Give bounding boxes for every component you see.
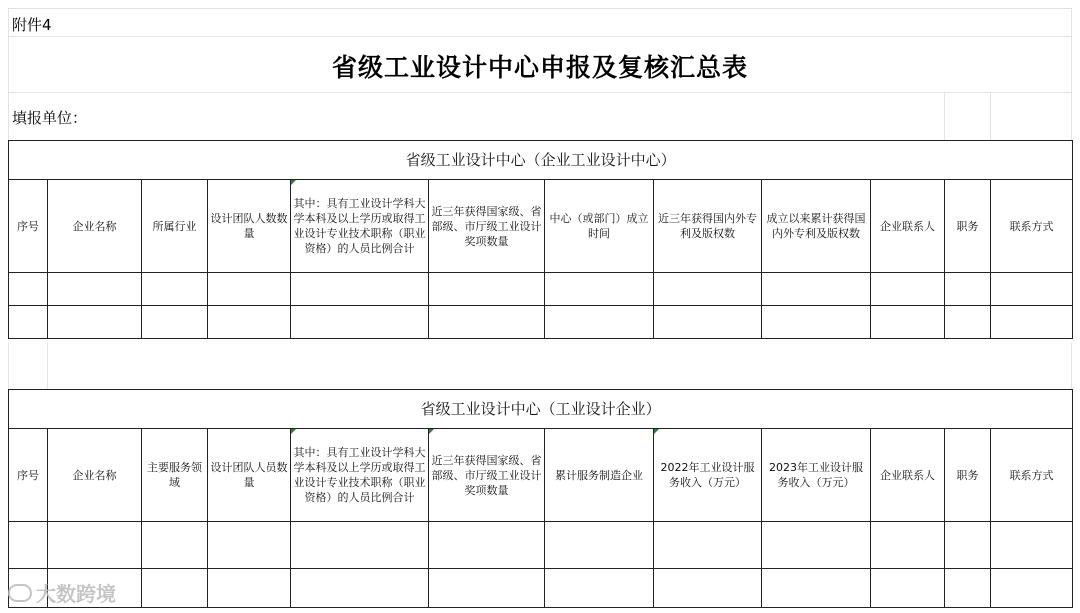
table-cell[interactable]: [945, 273, 991, 306]
table-row: [9, 306, 1073, 339]
column-header: 联系方式: [991, 180, 1073, 273]
table-cell[interactable]: [545, 569, 654, 608]
table-cell[interactable]: [9, 306, 48, 339]
table-cell[interactable]: [945, 569, 991, 608]
gridline: [1071, 343, 1072, 389]
document-title: 省级工业设计中心申报及复核汇总表: [331, 53, 748, 82]
table-cell[interactable]: [429, 569, 545, 608]
column-header: 近三年获得国家级、省部级、市厅级工业设计奖项数量: [429, 180, 545, 273]
column-header: [291, 180, 429, 273]
column-header: 中心（或部门）成立时间: [545, 180, 654, 273]
table-cell[interactable]: [48, 273, 142, 306]
column-header: [654, 429, 762, 522]
table-cell[interactable]: [142, 522, 208, 569]
table-cell[interactable]: [208, 569, 291, 608]
column-header-text: 其中：具有工业设计学科大学本科及以上学历或取得工业设计专业技术职称（职业资格）的人员比例合计: [293, 197, 426, 255]
gridline: [8, 8, 1072, 9]
table-cell[interactable]: [654, 273, 762, 306]
column-header: 序号: [9, 429, 48, 522]
table-cell[interactable]: [991, 522, 1073, 569]
column-header: 序号: [9, 180, 48, 273]
table-cell[interactable]: [429, 522, 545, 569]
table-cell[interactable]: [545, 306, 654, 339]
column-header: 主要服务领域: [142, 429, 208, 522]
comment-marker: [291, 429, 296, 434]
table-cell[interactable]: [871, 306, 945, 339]
table-cell[interactable]: [654, 306, 762, 339]
column-header-text: 2022年工业设计服务收入（万元）: [660, 461, 755, 489]
table-cell[interactable]: [762, 273, 871, 306]
table-cell[interactable]: [871, 522, 945, 569]
column-header-text: 近三年获得国家级、省部级、市厅级工业设计奖项数量: [431, 453, 542, 497]
column-header: 近三年获得国内外专利及版权数: [654, 180, 762, 273]
table-cell[interactable]: [291, 522, 429, 569]
gridline: [47, 343, 48, 389]
table-cell[interactable]: [142, 569, 208, 608]
column-header: 企业联系人: [871, 429, 945, 522]
column-header: [429, 429, 545, 522]
attachment-label: 附件4: [12, 16, 52, 34]
table-cell[interactable]: [208, 306, 291, 339]
column-header: 企业联系人: [871, 180, 945, 273]
column-header: 成立以来累计获得国内外专利及版权数: [762, 180, 871, 273]
column-header: [291, 429, 429, 522]
gridline: [944, 92, 945, 140]
table-cell[interactable]: [545, 522, 654, 569]
table-cell[interactable]: [654, 522, 762, 569]
watermark: [8, 578, 116, 607]
table-cell[interactable]: [208, 522, 291, 569]
table-cell[interactable]: [208, 273, 291, 306]
table-cell[interactable]: [429, 306, 545, 339]
gridline: [8, 92, 1072, 93]
table-row: [9, 569, 1073, 608]
watermark-text: 大数跨境: [36, 582, 116, 606]
design-enterprise-table: [8, 389, 1073, 608]
table-cell[interactable]: [945, 522, 991, 569]
table-cell[interactable]: [142, 273, 208, 306]
table-cell[interactable]: [762, 569, 871, 608]
column-header: 累计服务制造企业: [545, 429, 654, 522]
column-header: 所属行业: [142, 180, 208, 273]
column-header-text: 其中：具有工业设计学科大学本科及以上学历或取得工业设计专业技术职称（职业资格）的人员比例合计: [293, 446, 426, 504]
column-header: 设计团队人数数量: [208, 180, 291, 273]
gridline: [8, 36, 1072, 37]
table-caption: 省级工业设计中心（企业工业设计中心）: [9, 141, 1073, 180]
table-cell[interactable]: [142, 306, 208, 339]
column-header: 2023年工业设计服务收入（万元）: [762, 429, 871, 522]
table-cell[interactable]: [545, 273, 654, 306]
gridline: [990, 92, 991, 140]
column-header: 企业名称: [48, 180, 142, 273]
gridline: [8, 343, 9, 389]
table-cell[interactable]: [9, 522, 48, 569]
table-cell[interactable]: [871, 569, 945, 608]
table-cell[interactable]: [991, 273, 1073, 306]
column-header: 职务: [945, 429, 991, 522]
enterprise-design-center-table: [8, 140, 1073, 339]
reporting-unit-label: 填报单位：: [12, 109, 88, 127]
table-cell[interactable]: [291, 569, 429, 608]
table-cell[interactable]: [762, 522, 871, 569]
table-cell[interactable]: [991, 569, 1073, 608]
table-cell[interactable]: [429, 273, 545, 306]
column-header: 联系方式: [991, 429, 1073, 522]
table-cell[interactable]: [762, 306, 871, 339]
table-cell[interactable]: [291, 306, 429, 339]
table-cell[interactable]: [991, 306, 1073, 339]
table-cell[interactable]: [9, 273, 48, 306]
table-cell[interactable]: [48, 522, 142, 569]
comment-marker: [654, 429, 659, 434]
table-cell[interactable]: [654, 569, 762, 608]
column-header: 设计团队人员数量: [208, 429, 291, 522]
column-header: 企业名称: [48, 429, 142, 522]
table-row: [9, 273, 1073, 306]
comment-marker: [291, 180, 296, 185]
comment-marker: [429, 429, 434, 434]
logo-icon: [8, 584, 32, 602]
table-row: [9, 522, 1073, 569]
table-cell[interactable]: [945, 306, 991, 339]
column-header: 职务: [945, 180, 991, 273]
table-cell[interactable]: [871, 273, 945, 306]
table-cell[interactable]: [48, 306, 142, 339]
table-caption: 省级工业设计中心（工业设计企业）: [9, 390, 1073, 429]
table-cell[interactable]: [291, 273, 429, 306]
